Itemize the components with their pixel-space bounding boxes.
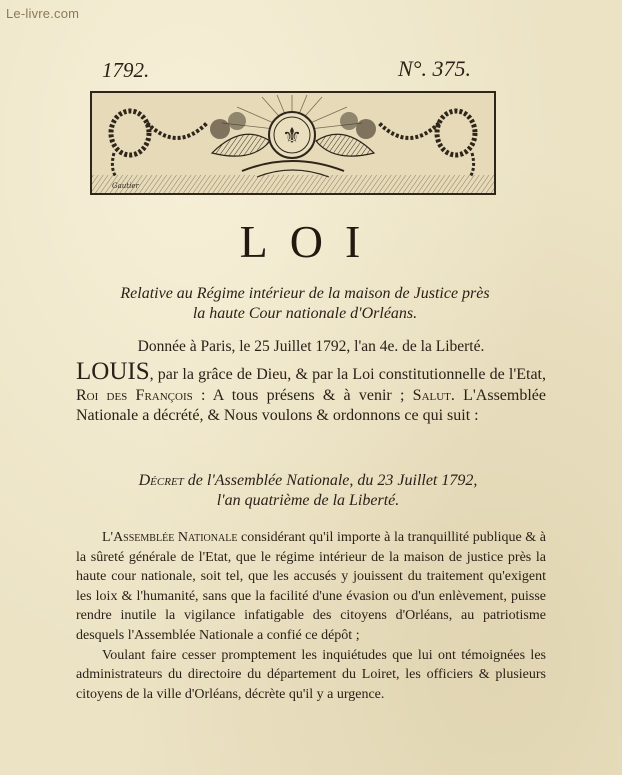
engraver-signature: Gautier xyxy=(112,182,139,190)
decree-line-2: l'an quatrième de la Liberté. xyxy=(216,492,400,509)
royal-preamble xyxy=(76,358,547,427)
subtitle-line-1: Relative au Régime intérieur de la maison de Justice près xyxy=(120,285,490,302)
watermark: Le-livre.com xyxy=(6,6,80,21)
preamble-text-3: L'Assemblée Nationale a décrété, & Nous voulons & ordonnons ce qui suit : xyxy=(76,386,547,425)
preamble-king-title: Roi des François xyxy=(76,386,193,404)
decree-body xyxy=(76,528,546,704)
document-subtitle xyxy=(70,284,540,324)
preamble-text-1: , par la grâce de Dieu, & par la Loi constitutionnelle de l'Etat, xyxy=(149,366,546,383)
decree-line-1-rest: de l'Assemblée Nationale, du 23 Juillet 1792, xyxy=(183,472,478,489)
body-p1-rest: considérant qu'il importe à la tranquillité publique & à la sûreté générale de l'Etat, que le régime intérieur de la maison de justice près la haute cour nationale, soit tel, que les accusés y jouissent du traitement qu'exigent les loix & l'humanité, sans que la facilité d'une évasion ou d'un enlèvement, puisse rendre inutile la vigilance infatigable des citoyens d'Orléans, au patriotisme desquels l'Assemblée Nationale a confié ce dépôt ; xyxy=(76,530,546,643)
engraved-banner xyxy=(90,91,496,195)
preamble-text-2: : A tous présens & à venir ; xyxy=(192,386,413,404)
body-paragraph-1 xyxy=(76,528,546,646)
body-paragraph-2: Voulant faire cesser promptement les inquiétudes que lui ont témoignées les administrateurs du directoire du département du Loiret, les officiers & plusieurs citoyens de la ville d'Orléans, décrète qu'il y a urgence. xyxy=(76,647,546,702)
svg-text:⚜: ⚜ xyxy=(282,124,302,149)
preamble-salut: Salut. xyxy=(412,386,455,404)
body-p1-start: L'Assemblée Nationale xyxy=(102,530,238,545)
decree-word: Décret xyxy=(138,472,184,489)
document-number: N°. 375. xyxy=(398,56,471,81)
decree-line-1 xyxy=(78,471,538,491)
preamble-first-word: LOUIS xyxy=(76,358,150,385)
banner-illustration xyxy=(92,93,494,193)
decree-heading xyxy=(78,471,538,511)
document-year: 1792. xyxy=(102,58,150,82)
subtitle-line-2: la haute Cour nationale d'Orléans. xyxy=(192,305,418,322)
given-date-line: Donnée à Paris, le 25 Juillet 1792, l'an 4e. de la Liberté. xyxy=(137,338,485,355)
document-title: LOI xyxy=(239,216,383,267)
